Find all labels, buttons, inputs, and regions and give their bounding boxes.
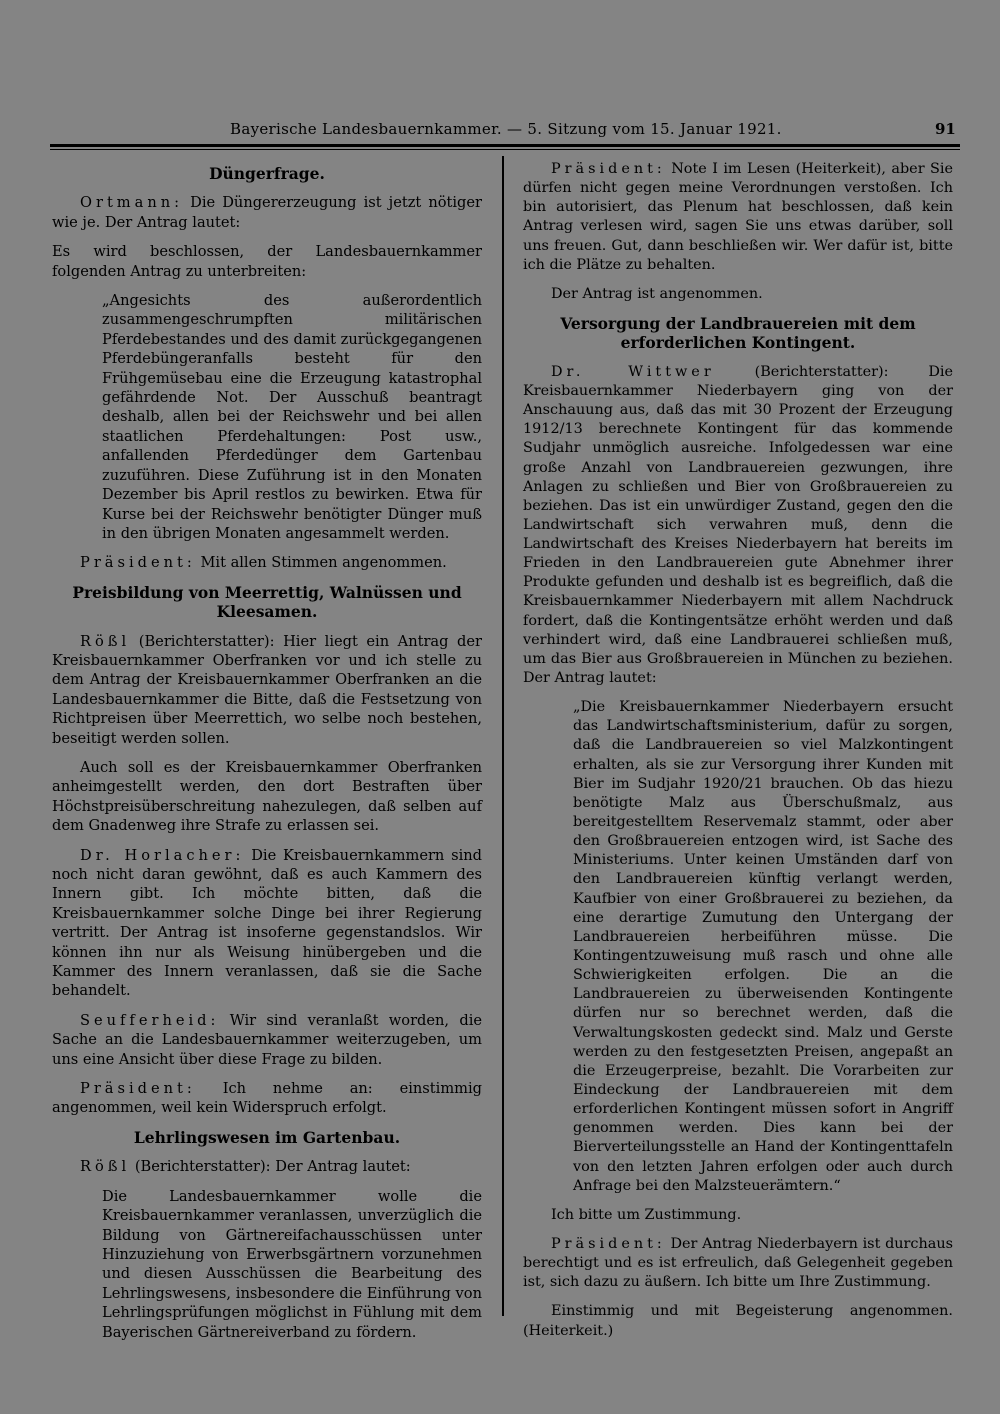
quoted-motion: „Die Kreisbauernkammer Niederbayern ersucht das Landwirtschaftsministerium, dafür zu sorgen, daß die Landbrauereien so viel Malzkontingent erhalten, als sie zur Versorgung ihrer Kunden mit Bier im Sudjahr 1920/21 brauchen. Ob das hiezu benötigte Malz aus Überschußmalz, aus bereitgestelltem Reservemalz stammt, oder aber den Großbrauereien entzogen wird, ist Sache des Ministeriums. Unter keinen Umständen darf von den Landbrauereien künftig verlangt werden, Kaufbier von einer Großbrauerei zu beziehen, da eine derartige Zumutung den Untergang der Landbrauereien herbeiführen müsse. Die Kontingentzuweisung muß rasch und ohne alle Schwierigkeiten erfolgen. Die an die Landbrauereien zu überweisenden Kontingente dürfen nur so berechnet werden, daß die Verwaltungskosten gedeckt sind. Malz und Gerste werden zu den festgesetzten Preisen, angepaßt an die Erzeugerpreise, bezahlt. Die Vorarbeiten zur Eindeckung der Landbrauereien mit dem erforderlichen Kontingent müssen sofort in Angriff genommen werden. Dies kann bei der Bierverteilungsstelle an Hand der Kontingenttafeln von den letzten Jahren erfolgen oder auch durch Anfrage bei den Malzsteuerämtern.“	[573, 699, 953, 1194]
header-rule-thin	[50, 149, 960, 150]
left-column	[52, 160, 482, 1352]
section-heading-versorgung: Versorgung der Landbrauereien mit dem erforderlichen Kontingent.	[560, 313, 916, 353]
section-heading-preisbildung: Preisbildung von Meerrettig, Walnüssen und Kleesamen.	[72, 582, 462, 622]
paragraph-text: (Berichterstatter): Der Antrag lautet:	[134, 1158, 411, 1176]
speaker-name: Dr. Wittwer	[551, 363, 715, 380]
quoted-motion: „Angesichts des außerordentlich zusammengeschrumpften militärischen Pferdebestandes und des damit zurückgegangenen Pferdebüngeranfalls besteht für den Frühgemüsebau eine die Erzeugung katastrophal gefährdende Not. Der Ausschuß beantragt deshalb, allen bei der Reichswehr und bei allen staatlichen Pferdehaltungen: Post usw., anfallenden Pferdedünger dem Gartenbau zuzuführen. Diese Zuführung ist in den Monaten Dezember bis April restlos zu bewirken. Etwa für Kurse bei der Reichswehr benötigter Dünger muß in den übrigen Monaten angesammelt werden.	[102, 292, 482, 542]
paragraph-text: Ich nehme an: einstimmig angenommen, weil kein Widerspruch erfolgt.	[52, 1080, 483, 1117]
speaker-name: Rößl	[80, 1158, 131, 1176]
speaker-name: Dr. Horlacher:	[80, 846, 245, 864]
speaker-name: Präsident:	[80, 554, 196, 572]
quoted-motion: Die Landesbauernkammer wolle die Kreisbauernkammer veranlassen, unverzüglich die Bildung von Gärtnereifachausschüssen unter Hinzuziehung von Erwerbsgärtnern vorzunehmen und diesen Ausschüssen die Bearbeitung des Lehrlingswesens, insbesondere die Einführung von Lehrlingsprüfungen möglichst in Fühlung mit dem Bayerischen Gärtnereiverband zu fördern.	[102, 1187, 482, 1341]
paragraph: Der Antrag ist angenommen.	[551, 285, 763, 302]
paragraph	[52, 1157, 482, 1176]
paragraph: Auch soll es der Kreisbauernkammer Oberfranken anheimgestellt werden, den dort Bestraften über Höchstpreisüberschreitung nahezulegen, daß selben auf dem Gnadenweg ihre Strafe zu erlassen sei.	[52, 758, 482, 835]
column-divider	[502, 156, 504, 1316]
speaker-name: Präsident:	[551, 161, 666, 177]
paragraph	[52, 632, 482, 748]
paragraph-text: Note I im Lesen (Heiterkeit), aber Sie dürfen nicht gegen meine Verordnungen verstoßen. Ich bin autorisiert, das Plenum hat beschlossen, daß kein Antrag verlesen wird, sagen Sie uns etwas darüber, soll uns freuen. Gut, dann beschließen wir. Wer dafür ist, bitte ich die Plätze zu behalten.	[523, 161, 953, 273]
paragraph-text: Der Antrag Niederbayern ist durchaus berechtigt und es ist erfreulich, daß Gelegenheit gegeben ist, sich dazu zu äußern. Ich bitte um Ihre Zustimmung.	[523, 1235, 953, 1291]
paragraph	[52, 846, 482, 1001]
speaker-name: Seufferheid:	[80, 1011, 220, 1029]
page-number: 91	[935, 120, 956, 138]
section-heading-lehrlingswesen: Lehrlingswesen im Gartenbau.	[133, 1127, 401, 1147]
paragraph	[523, 1235, 953, 1292]
paragraph-text: Die Düngererzeugung ist jetzt nötiger wie je. Der Antrag lautet:	[52, 194, 482, 231]
paragraph	[52, 1011, 482, 1069]
paragraph: Es wird beschlossen, der Landesbauernkammer folgenden Antrag zu unterbreiten:	[52, 243, 482, 280]
paragraph-text: (Berichterstatter): Hier liegt ein Antrag der Kreisbauernkammer Oberfranken vor und ich stelle zu dem Antrag der Kreisbauernkammer Oberfranken an die Landesbauernkammer die Bitte, daß die Festsetzung von Richtpreisen über Meerrettich, wo selbe noch bestehen, beseitigt werden sollen.	[52, 632, 482, 747]
section-heading-duengerfrage: Düngerfrage.	[209, 164, 325, 183]
paragraph-text: Wir sind veranlaßt worden, die Sache an die Landesbauernkammer weiterzugeben, um uns eine Ansicht über diese Frage zu bilden.	[52, 1011, 483, 1068]
paragraph-text: Die Kreisbauernkammern sind noch nicht daran gewöhnt, daß es auch Kammern des Innern gibt. Ich möchte bitten, daß die Kreisbauernkammer solche Dinge bei ihrer Regierung vertritt. Der Antrag ist insoferne gegenstandslos. Wir können ihn nur als Weisung hinübergeben und die Kammer des Innern veranlassen, daß sie die Sache behandelt.	[52, 846, 482, 1000]
paragraph	[52, 553, 482, 572]
paragraph: Einstimmig und mit Begeisterung angenommen. (Heiterkeit.)	[523, 1303, 953, 1339]
speaker-name: Präsident:	[551, 1235, 666, 1252]
paragraph	[523, 363, 953, 688]
paragraph-text: Mit allen Stimmen angenommen.	[200, 554, 447, 572]
paragraph-text: (Berichterstatter): Die Kreisbauernkammer Niederbayern ging von der Anschauung aus, daß das mit 30 Prozent der Erzeugung 1912/13 berechnete Kontingent für das kommende Sudjahr unmöglich ausreiche. Infolgedessen war eine große Anzahl von Landbrauereien gezwungen, ihre Anlagen zu schließen und Bier von Großbrauereien zu beziehen. Das ist ein unwürdiger Zustand, gegen den die Landwirtschaft sich verwahren muß, denn die Landwirtschaft des Kreises Niederbayern hat bereits im Frieden in den Landbrauereien gute Abnehmer ihrer Produkte gefunden und deshalb ist es begreiflich, daß die Kreisbauernkammer Niederbayern mit allem Nachdruck fordert, daß die Kontingentsätze erhöht werden und daß verhindert wird, daß eine Landbrauerei schließen muß, um das Bier aus Großbrauereien in München zu beziehen. Der Antrag lautet:	[523, 363, 954, 687]
paragraph: Ich bitte um Zustimmung.	[551, 1206, 742, 1223]
paragraph	[52, 1079, 482, 1118]
paragraph	[52, 193, 482, 232]
running-title: Bayerische Landesbauernkammer. — 5. Sitzung vom 15. Januar 1921.	[230, 120, 782, 138]
header-rule	[50, 144, 960, 147]
speaker-name: Rößl	[80, 632, 131, 650]
speaker-name: Ortmann:	[80, 194, 184, 212]
paragraph	[523, 160, 953, 275]
speaker-name: Präsident:	[80, 1080, 196, 1098]
right-column	[523, 160, 953, 1351]
